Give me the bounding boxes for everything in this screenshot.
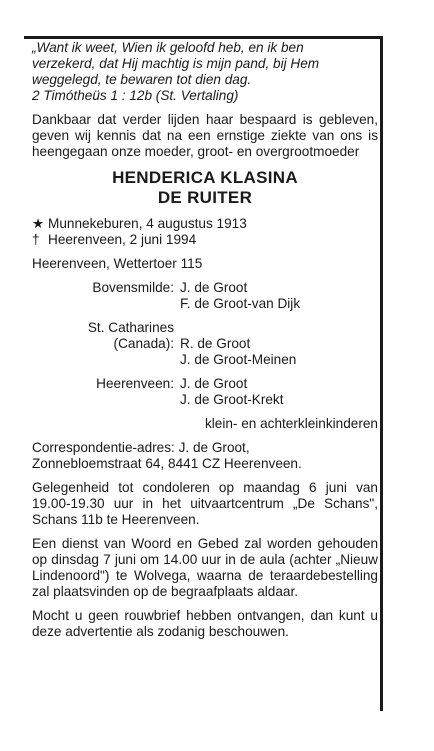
quote-line: „Want ik weet, Wien ik geloofd heb, en ik ben xyxy=(32,40,304,55)
intro-text: Dankbaar dat verder lijden haar bespaard is gebleven, geven wij kennis dat na een ernstige ziekte van ons is heengegaan onze moeder, groot- en overgrootmoeder xyxy=(32,112,378,159)
birth-line xyxy=(32,216,378,232)
family-member: J. de Groot xyxy=(180,376,248,391)
bible-reference: 2 Timótheüs 1 : 12b (St. Vertaling) xyxy=(32,88,239,103)
deceased-name: HENDERICA KLASINA xyxy=(112,168,298,187)
death-text: Heerenveen, 2 juni 1994 xyxy=(48,232,197,247)
death-line xyxy=(32,232,378,248)
correspondence-line: Correspondentie-adres: J. de Groot, xyxy=(32,440,250,455)
service-text: Een dienst van Woord en Gebed zal worden gehouden op dinsdag 7 juni om 14.00 uur in de aula (achter „Nieuw Lindenoord") te Wolvega, waarna de teraardebestelling zal plaatsvinden op de begraafplaats aldaar. xyxy=(32,536,378,599)
location-label: (Canada): xyxy=(113,336,174,351)
correspondence-line: Zonnebloemstraat 64, 8441 CZ Heerenveen. xyxy=(32,456,302,471)
location-label: Bovensmilde: xyxy=(92,280,174,295)
closing-text: Mocht u geen rouwbrief hebben ontvangen, dan kunt u deze advertentie als zodanig beschouwen. xyxy=(32,608,378,639)
family-member: J. de Groot xyxy=(180,280,248,295)
family-member: R. de Groot xyxy=(180,336,251,351)
condolence-text: Gelegenheid tot condoleren op maandag 6 juni van 19.00-19.30 uur in het uitvaartcentrum „De Schans", Schans 11b te Heerenveen. xyxy=(32,480,378,527)
family-member: F. de Groot-van Dijk xyxy=(180,296,301,311)
family-member: J. de Groot-Krekt xyxy=(180,392,284,407)
grandchildren: klein- en achterkleinkinderen xyxy=(204,416,378,431)
family-bovensmilde xyxy=(32,280,378,312)
birth-text: Munnekeburen, 4 augustus 1913 xyxy=(48,216,247,231)
home-address: Heerenveen, Wettertoer 115 xyxy=(32,256,203,271)
family-st-catharines xyxy=(32,320,378,368)
quote-line: verzekerd, dat Hij machtig is mijn pand, bij Hem xyxy=(32,56,320,71)
deceased-surname: DE RUITER xyxy=(157,188,253,207)
family-heerenveen xyxy=(32,376,378,408)
quote-line: weggelegd, te bewaren tot dien dag. xyxy=(32,72,252,87)
location-label: Heerenveen: xyxy=(96,376,174,391)
death-notice xyxy=(32,40,378,640)
cross-icon: † xyxy=(32,232,40,247)
star-icon: ★ xyxy=(32,216,45,231)
family-member: J. de Groot-Meinen xyxy=(180,352,297,367)
location-label: St. Catharines xyxy=(87,320,174,335)
